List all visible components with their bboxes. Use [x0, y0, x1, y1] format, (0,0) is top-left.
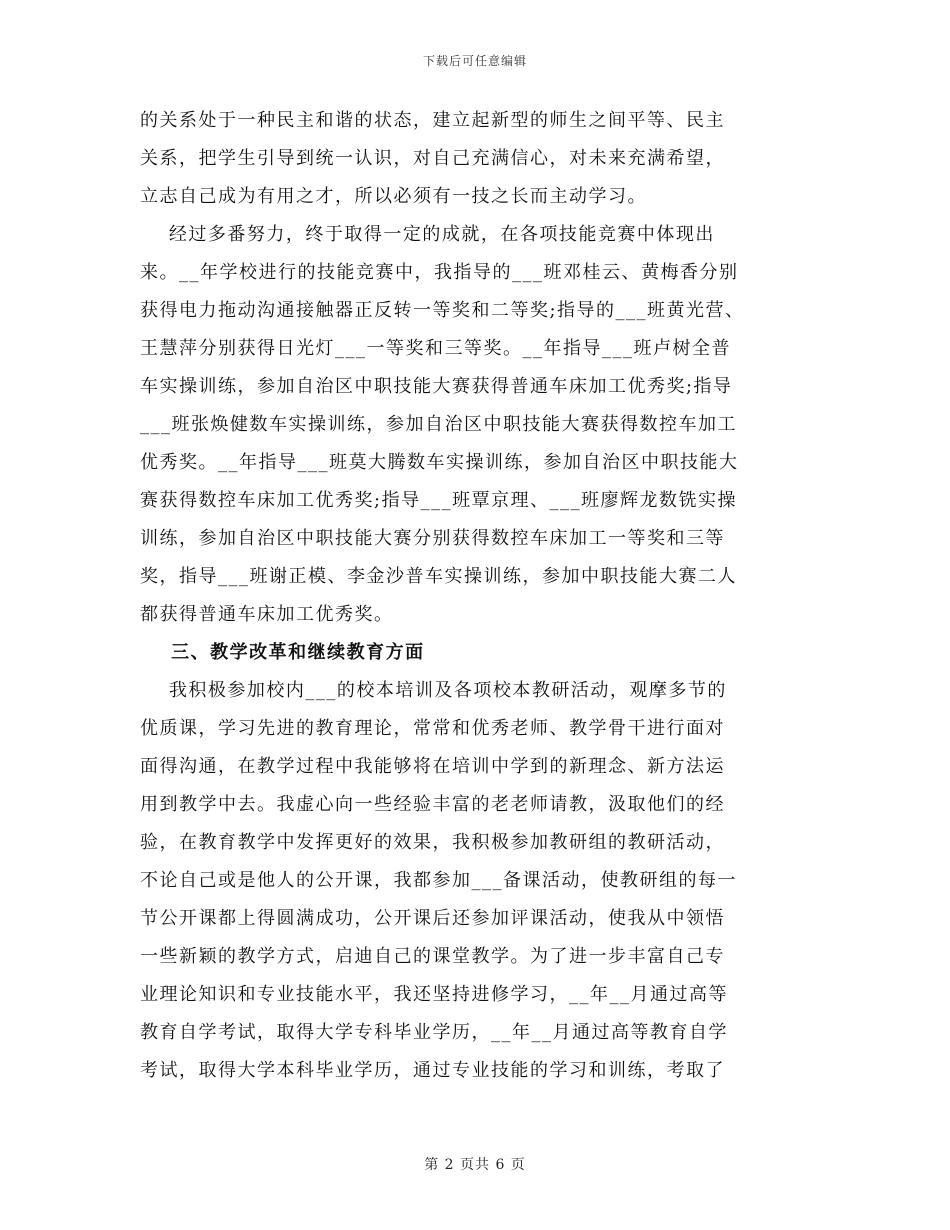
- document-body: [140, 102, 810, 1090]
- page-header: 下载后可任意编辑: [422, 54, 527, 68]
- section-heading: 三、教学改革和继续教育方面: [140, 642, 425, 663]
- paragraph: 我积极参加校内___的校本培训及各项校本教研活动，观摩多节的 优质课，学习先进的教育理论，常常和优秀老师、教学骨干进行面对 面得沟通，在教学过程中我能够将在培训中学到的新理念、新方法运 用到教学中去。我虚心向一些经验丰富的老老师请教，汲取他们的经 验，在教育教学中发挥更好的效果，我积极参加教研组的教研活动， 不论自己或是他人的公开课，我都参加___备课活动，使教研组的每一 节公开课都上得圆满成功，公开课后还参加评课活动，使我从中领悟 一些新颖的教学方式，启迪自己的课堂教学。为了进一步丰富自己专 业理论知识和专业技能水平，我还坚持进修学习，__年__月通过高等 教育自学考试，取得大学专科毕业学历，__年__月通过高等教育自学 考试，取得大学本科毕业学历，通过专业技能的学习和训练，考取了: [140, 680, 737, 1081]
- paragraph: 的关系处于一种民主和谐的状态，建立起新型的师生之间平等、民主 关系，把学生引导到统一认识，对自己充满信心，对未来充满希望， 立志自己成为有用之才，所以必须有一技之长而主动学习。: [140, 110, 725, 207]
- paragraph: 经过多番努力，终于取得一定的成就，在各项技能竞赛中体现出 来。__年学校进行的技能竞赛中，我指导的___班邓桂云、黄梅香分别 获得电力拖动沟通接触器正反转一等奖和二等奖;指导的___班黄光营、 王慧萍分别获得日光灯___一等奖和三等奖。__年指导___班卢树全普 车实操训练，参加自治区中职技能大赛获得普通车床加工优秀奖;指导 ___班张焕健数车实操训练，参加自治区中职技能大赛获得数控车加工 优秀奖。__年指导___班莫大腾数车实操训练，参加自治区中职技能大 赛获得数控车床加工优秀奖;指导___班覃京理、___班廖辉龙数铣实操 训练，参加自治区中职技能大赛分别获得数控车床加工一等奖和三等 奖，指导___班谢正模、李金沙普车实操训练，参加中职技能大赛二人 都获得普通车床加工优秀奖。: [140, 224, 745, 625]
- page-number: 第 2 页共 6 页: [424, 1157, 526, 1173]
